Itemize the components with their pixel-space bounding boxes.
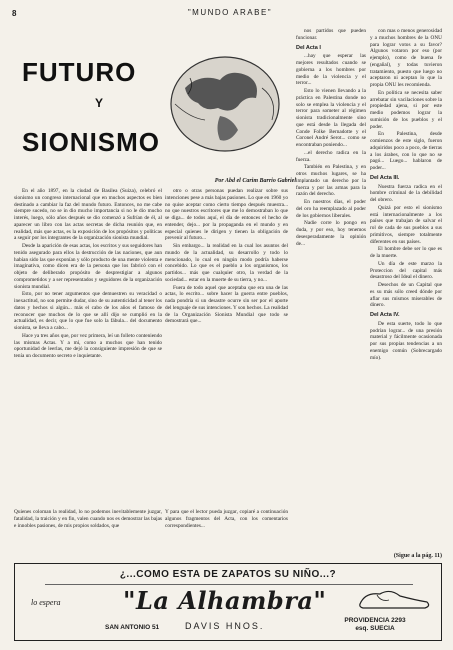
paragraph: nos partidos que pueden funcionar.	[296, 28, 366, 41]
article-column-1-bottom: Quienes coloman la realidad, lo no podemos inevitablemente juzgar, fatalidad, la traición y en fin, valen cuando nos es demostrar las bajas e innobles pasiones, de mis propios soldados, que	[14, 509, 162, 529]
article-column-4	[370, 28, 442, 528]
paragraph: En nuestros días, el poder del oro ha reemplazado al poder de los gobiernos liberales.	[296, 199, 366, 219]
paragraph: con mas o menos generosidad y a muchos hombres de la ONU para lograr votos a su favor? Algunos votaron por eso (por ejemplo), como de buena fe (engañal), y todas tuvieron tratamiento, puesto que luego no aceptaron ni aceptan lo que la propia ONU les recomienda.	[370, 28, 442, 88]
ad-question: ¿...COMO ESTA DE ZAPATOS SU NIÑO...?	[119, 569, 337, 580]
ad-suecia: esq. SUECIA	[355, 625, 395, 632]
paragraph: ...hay que esperar las mejores resultados cuando se gobierna a los hombres por medio de la violencia y el terror...	[296, 53, 366, 87]
magazine-header: "MUNDO ARABE"	[187, 8, 273, 17]
paragraph: Fuera de todo aquel que aceptaba que era una de las actas, lo escrito... sobre hacer la guerra entre pueblos, nada pondría si un desastre ocurre sin ser por el aporte del lenguaje de sus intenciones. Y son hechos. La realidad de la Organización Sionista Mundial que todo se demostrará que...	[165, 284, 288, 325]
paragraph: Esto lo vienen llevando a la práctica en Palestina donde no solo se emplea la violencia y el terror para someter al régimen sionista tradicionalmente sino que está desde la llegada del Conde Folke Bernadotte y el Coronel André Serot... como se encontraban poniendo...	[296, 88, 366, 148]
article-title-line-1: FUTURO	[22, 57, 137, 87]
shoe-icon	[355, 582, 435, 612]
article-column-1	[14, 188, 162, 506]
ad-brand-logo: "La Alhambra"	[123, 586, 327, 615]
paragraph: Hace ya tres años que, por vez primera, leí un folleto conteniendo las mismas Actas. Y a mí, como a muchos que han tenido oportunidad de leerlas, me dejó la consiguiente impresión de que se tenía un documento secreto e inquietante.	[14, 332, 162, 359]
paragraph: Desechos de un Capital que es su más sólo creed dónde por aflar sus mismos miserables de dinero.	[370, 282, 442, 309]
paragraph: En política se necesita saber arrebatar sin vacilaciones sobre la propiedad ajena, si por este medio podemos lograr la sumisión de los pueblos y el poder.	[370, 89, 442, 130]
paragraph: Nuestra fuerza radica en el hombre criminal de la debilidad del obrero.	[370, 183, 442, 203]
ad-providencia: PROVIDENCIA 2293	[344, 617, 406, 624]
section-heading: Del Acta IV.	[370, 312, 400, 318]
article-title-line-3: SIONISMO	[22, 127, 161, 157]
page-number: 8	[12, 9, 17, 18]
paragraph: El hombre debe ser lo que es de la muerte.	[370, 246, 442, 259]
article-column-3	[296, 28, 366, 528]
advertisement-box	[14, 563, 442, 641]
section-heading: Del Acta I	[296, 44, 321, 51]
paragraph: Nadie corre lo pongo en duda, y por eso, hoy tenemos desesperadamente la opinión de...	[296, 220, 366, 247]
paragraph: Desde la aparición de esas actas, los escritos y sus seguidores han tenido asegurado para ellos la destrucción de las naciones, que aun habían sido las que exponían y sólo producto de una mente violenta e imaginativa, como dicen era de la persona que los fabricó con el objeto de deliberado propósito de desprestigiar a algunos comprometidos y a ser representados y seguidores de la organización sionista mundial.	[14, 243, 162, 290]
paragraph: También en Palestina, y en otros muchos lugares, se ha implantado un derecho por la fuerza y por las armas para la razón del derecho.	[296, 164, 366, 198]
article-column-2-bottom: Y para que el lector pueda juzgar, copiaré a continuación algunos fragmentos del Acta, con los comentarios correspondientes...	[165, 509, 288, 529]
paragraph: otro o otras personas puedan realizar sobre sus intenciones pese a más bajas pasiones. Lo que en 1960 yo no quise aceptar como cierto tiempo después muestra... no que nuestros escritores que me lo demostraban lo que se diga... de todos aquí, el día de entonces el hecho de entender, dejo... por la propaganda en el mundo y en especial quienes le dirigen y tienen la obligación de prevenir al futuro...	[165, 188, 288, 242]
paragraph: Quizá por esto el sionismo está internacionalmente a los países que trabajan de salvar el rol de cada de sus pueblos a sus primitivos, siempre totalmente diferentes en sus países.	[370, 204, 442, 245]
article-byline: Por Abd el Carim Barrio Gabriel	[214, 178, 296, 184]
globe-illustration	[160, 48, 290, 158]
paragraph: Un día de este marzo la Proteccion del capital más desastroso del Ideal el dinero.	[370, 260, 442, 281]
paragraph: Sin embargo... la realidad en la cual los asuntos del mundo de la actualidad, su desarrollo y todo lo mencionado, lo cual en ningún modo podría haberse concebido. Lo que es el pueblo a los organismos, los partidos... más que cualquier otro, la verdad de la sociedad... estar en la muerte de su tierra, y no...	[165, 243, 288, 283]
paragraph: De esta suerte, todo lo que podrían lograr... de una presión material y fácilmente ocasionada por sus propias tendencias a un enemigo común (Sobrecargado mío).	[370, 320, 442, 361]
paragraph: En Palestina, desde comienzos de este siglo, fueron adquiridos poco a poco, de tierras a los árabes, con lo que no se pagó... Luego... hablaron de poder...	[370, 131, 442, 171]
paragraph: ...el derecho radica en la fuerza.	[296, 149, 366, 163]
continued-note: (Sigue a la pág. 11)	[393, 553, 442, 559]
paragraph: En el año 1897, en la ciudad de Basilea (Suiza), celebró el sionismo un congreso internacional que en muchos aspectos es bien destinado a cambiar la faz del mundo futuro. Entonces, no me cabe siempre sucedo, no se in dio mucho importancia si no le dio mucho interés, luego, sólo años después se dio comenzó a Sufrían de él, al aparecer un libro con las actas secretas de dicha reunión que, en realidad, más que actas, es la exposición de los propósitos y políticas a seguir por los integrantes de la organización sionista mundial.	[14, 188, 162, 242]
ad-address-2	[325, 617, 425, 633]
article-column-2	[165, 188, 288, 506]
ad-company: DAVIS HNOS.	[185, 621, 265, 631]
ad-lo-espera: lo espera	[31, 598, 61, 607]
section-heading: Del Acta III.	[370, 174, 400, 181]
paragraph: Esto, por no tener argumentos que demuestren su veracidad o inexactitud, no son permite dudar, sino de su autenticidad al tener los datos y hechos si algún... más el cabo de los años el famoso de reconocer que muchos de lo que se allí dijo se cumplió en la actualidad, es decir, que lo que fue solo la fábula... del documento sionista, se lleva a cabo...	[14, 291, 162, 331]
article-title-line-2: Y	[95, 96, 104, 110]
ad-address-1: SAN ANTONIO 51	[105, 624, 160, 631]
